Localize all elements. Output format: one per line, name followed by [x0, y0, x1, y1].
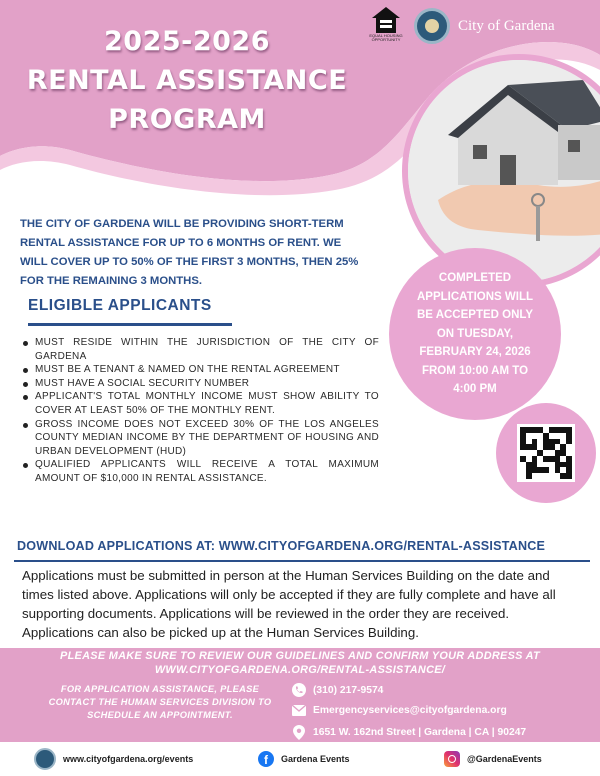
location-pin-icon: [292, 725, 306, 739]
acceptance-date-badge: [389, 248, 561, 420]
contact-email[interactable]: [292, 703, 507, 717]
city-seal-icon: [34, 748, 56, 770]
title-line: RENTAL ASSISTANCE: [26, 65, 348, 96]
qr-code[interactable]: [517, 424, 575, 482]
mail-icon: [292, 703, 306, 717]
footer-instagram[interactable]: [444, 751, 542, 767]
facebook-icon: f: [258, 751, 274, 767]
city-name: City of Gardena: [458, 17, 555, 34]
eligibility-list: [21, 336, 379, 486]
phone-icon: [292, 683, 306, 697]
instagram-icon: [444, 751, 460, 767]
qr-cell: [566, 473, 572, 479]
equal-housing-logo: [366, 6, 406, 46]
house-key-icon: [408, 60, 600, 282]
list-item: MUST BE A TENANT & NAMED ON THE RENTAL AGREEMENT: [21, 363, 379, 377]
title-divider: [28, 323, 232, 326]
eho-label: EQUAL HOUSING OPPORTUNITY: [369, 33, 403, 42]
program-intro: THE CITY OF GARDENA WILL BE PROVIDING SHORT-TERM RENTAL ASSISTANCE FOR UP TO 6 MONTHS OF RENT. WE WILL COVER UP TO 50% OF THE FIRST 3 MONTHS, THEN 25% FOR THE REMAINING 3 MONTHS.: [20, 218, 359, 287]
footer-facebook[interactable]: [258, 751, 350, 767]
logo-row: [366, 6, 555, 46]
street-address: 1651 W. 162nd Street | Gardena | CA | 90247: [313, 726, 527, 738]
download-underline: [14, 560, 590, 562]
footer-website[interactable]: [34, 748, 193, 770]
eligible-title: ELIGIBLE APPLICANTS: [28, 297, 212, 314]
qr-badge: [496, 403, 596, 503]
title-line: 2025-2026: [104, 26, 270, 57]
website-text: www.cityofgardena.org/events: [63, 754, 194, 764]
list-item: QUALIFIED APPLICANTS WILL RECEIVE A TOTAL MAXIMUM AMOUNT OF $10,000 IN RENTAL ASSISTANCE.: [21, 458, 379, 485]
page-title: [22, 22, 352, 139]
download-link[interactable]: DOWNLOAD APPLICATIONS AT: WWW.CITYOFGARDENA.ORG/RENTAL-ASSISTANCE: [17, 539, 546, 553]
title-line: PROGRAM: [108, 104, 266, 135]
acceptance-note: COMPLETED APPLICATIONS WILL BE ACCEPTED ONLY ON TUESDAY, FEBRUARY 24, 2026 FROM 10:00 AM TO 4:00 PM: [416, 272, 534, 396]
instagram-text: @GardenaEvents: [467, 754, 542, 764]
list-item: MUST HAVE A SOCIAL SECURITY NUMBER: [21, 377, 379, 391]
list-item: APPLICANT'S TOTAL MONTHLY INCOME MUST SHOW ABILITY TO COVER AT LEAST 50% OF THE MONTHLY RENT.: [21, 390, 379, 417]
facebook-text: Gardena Events: [281, 754, 350, 764]
list-item: GROSS INCOME DOES NOT EXCEED 30% OF THE LOS ANGELES COUNTY MEDIAN INCOME BY THE DEPARTMENT OF HOUSING AND URBAN DEVELOPMENT (HUD): [21, 418, 379, 459]
contact-phone[interactable]: [292, 683, 383, 697]
phone-number: (310) 217-9574: [313, 684, 384, 696]
city-seal-logo: [414, 8, 450, 44]
instructions-paragraph: Applications must be submitted in person at the Human Services Building on the date and times listed above. Applications will only be accepted if they are fully complete and have all supporting documents. Applications will be reviewed in the order they are received. Applications can also be picked up at the Human Services Building.: [22, 568, 556, 640]
contact-address[interactable]: [292, 725, 526, 739]
assistance-note: FOR APPLICATION ASSISTANCE, PLEASE CONTACT THE HUMAN SERVICES DIVISION TO SCHEDULE AN APPOINTMENT.: [48, 684, 272, 720]
list-item: MUST RESIDE WITHIN THE JURISDICTION OF THE CITY OF GARDENA: [21, 336, 379, 363]
house-equal-icon: [371, 6, 401, 34]
email-address: Emergencyservices@cityofgardena.org: [313, 704, 507, 716]
footer: [0, 742, 600, 776]
guidelines-notice: PLEASE MAKE SURE TO REVIEW OUR GUIDELINES AND CONFIRM YOUR ADDRESS AT WWW.CITYOFGARDENA.ORG/RENTAL-ASSISTANCE/: [60, 650, 540, 676]
